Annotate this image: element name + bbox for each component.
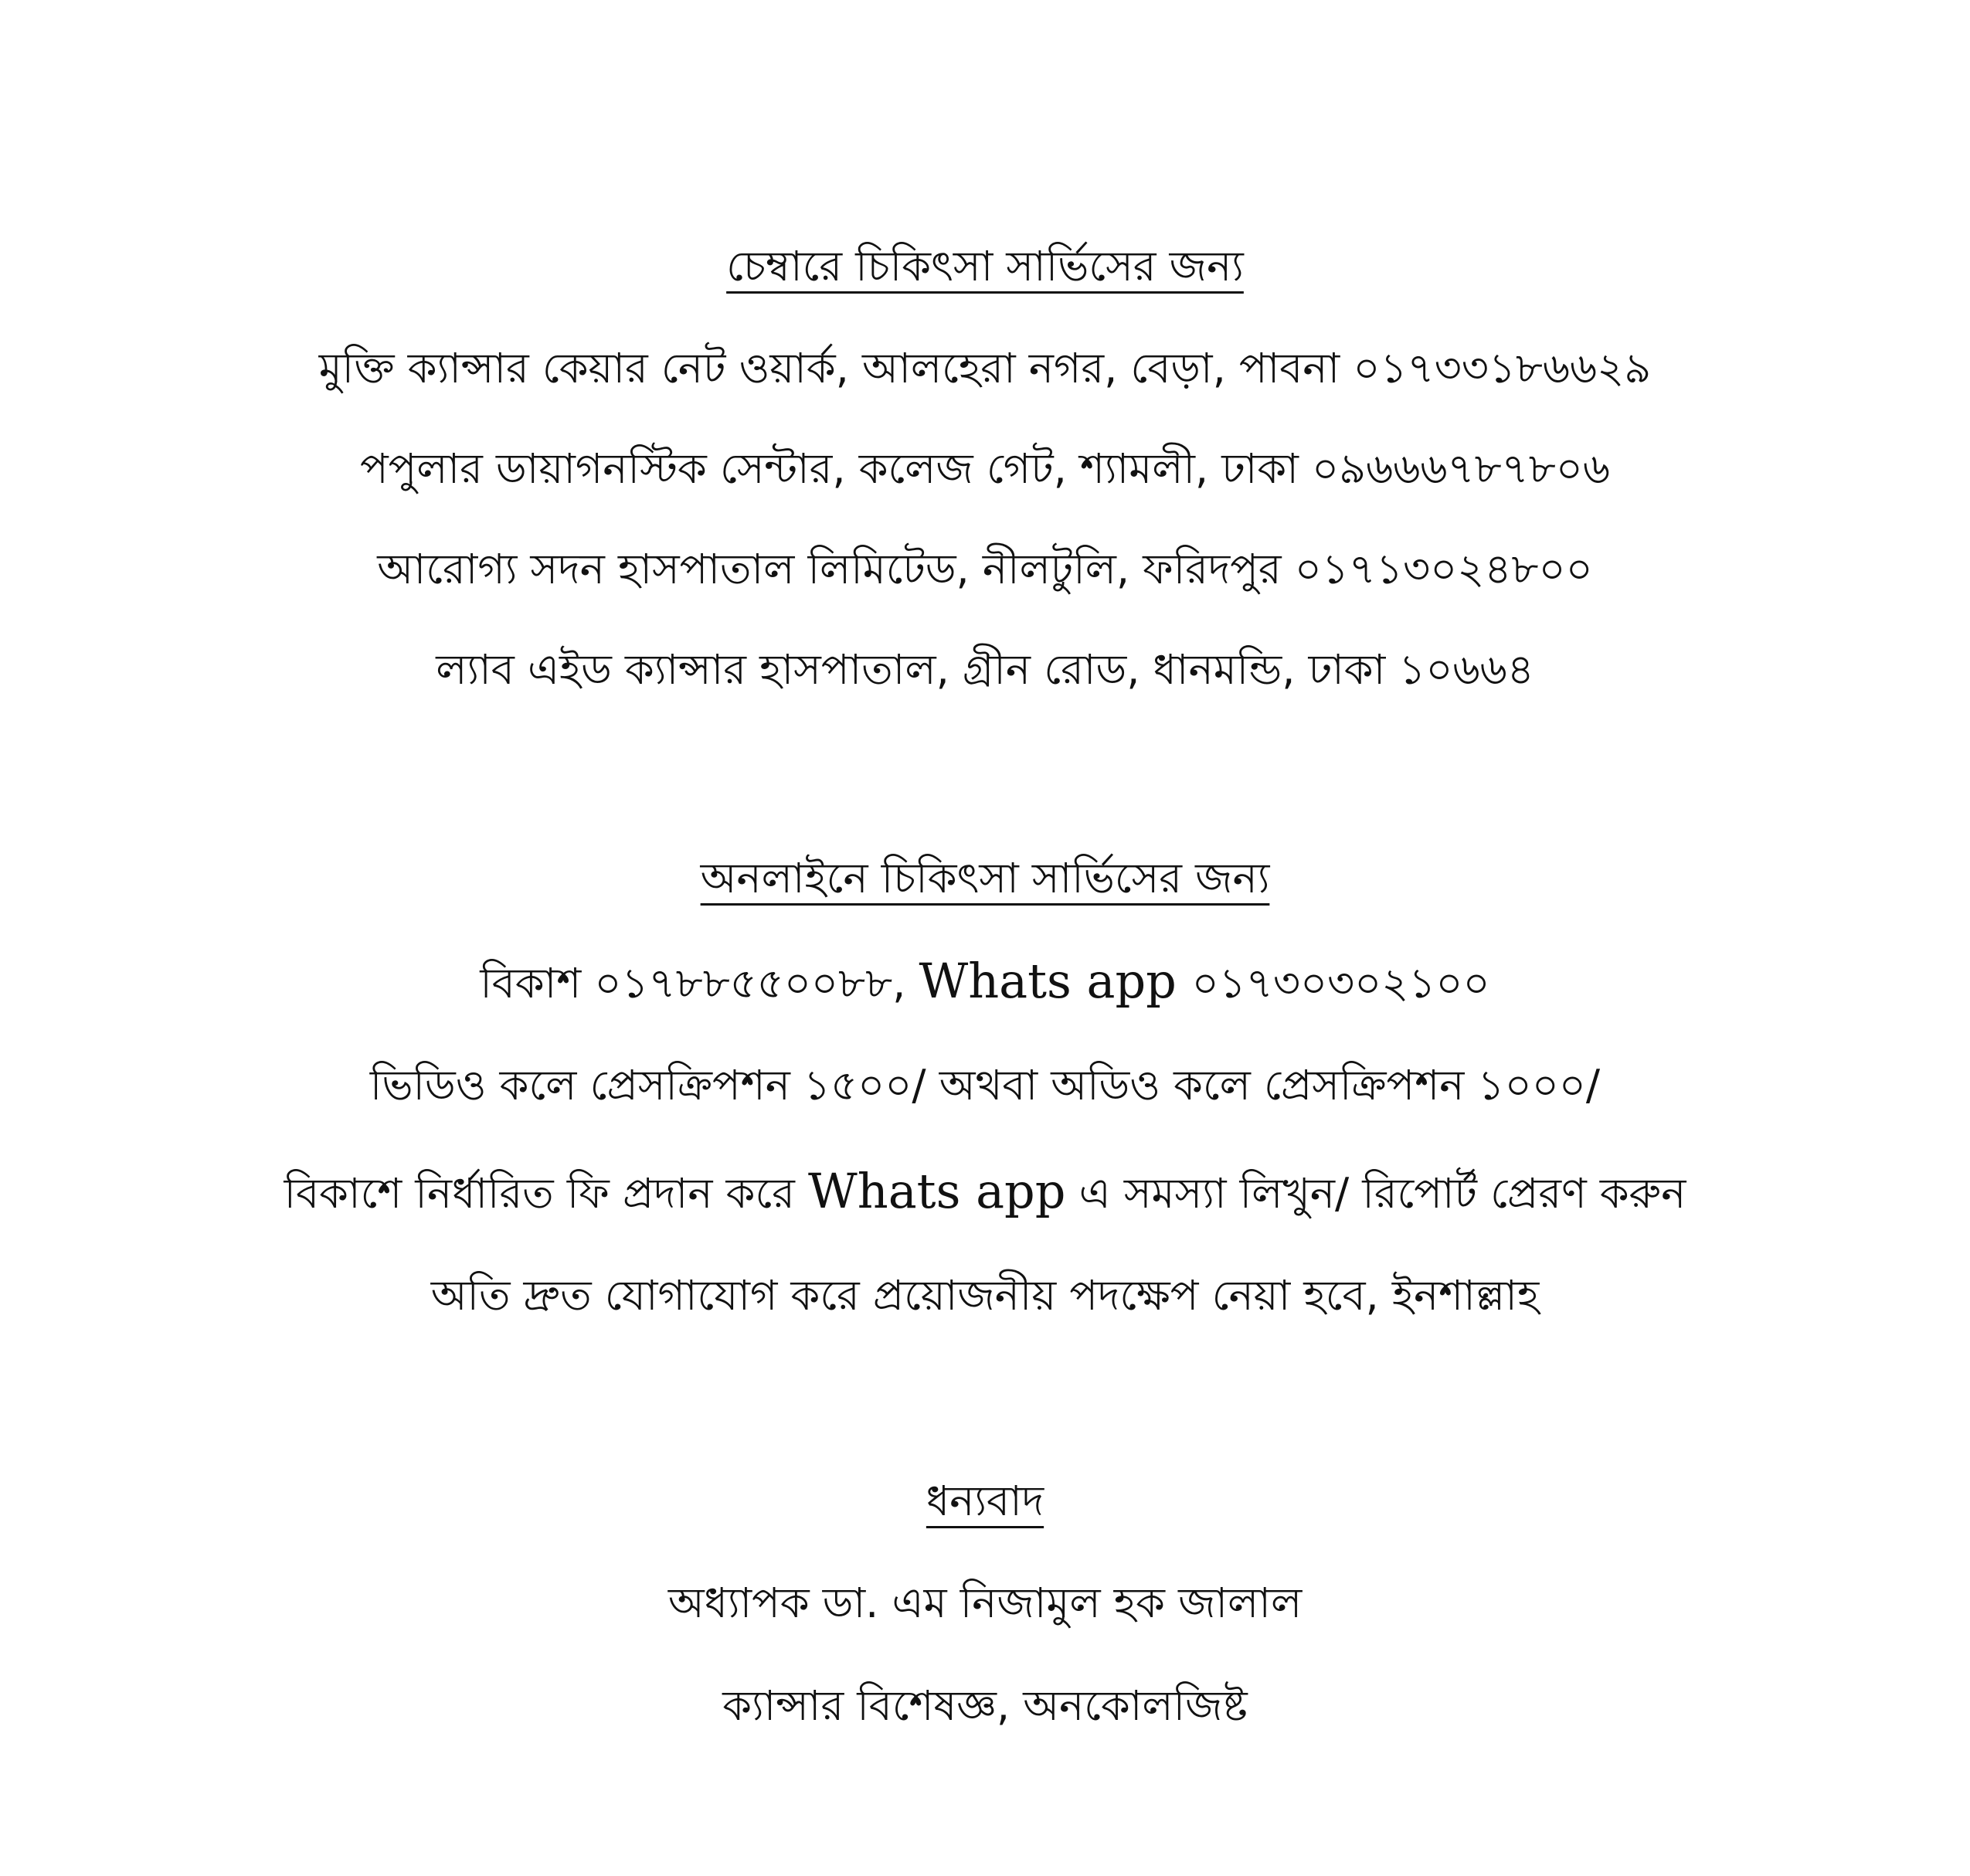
thanks-heading: ধন্যবাদ bbox=[926, 1477, 1044, 1525]
payment-line bbox=[0, 950, 1970, 1014]
instruction-part-2: এ সমস্যা লিখুন/ রিপোর্ট প্রেরণ করুন bbox=[1065, 1169, 1686, 1218]
signatory-name: অধ্যাপক ডা. এম নিজামুল হক জালাল bbox=[667, 1579, 1303, 1627]
chamber-location-1: মুক্তি ক্যান্সার কেয়ার নেট ওয়ার্ক, আলহেরা নগর, বেড়া, পাবনা ০১৭৩৩১৮৬৬২৯ bbox=[318, 344, 1652, 393]
whatsapp-label: Whats app bbox=[919, 953, 1192, 1009]
instruction-whatsapp-label: Whats app bbox=[808, 1163, 1066, 1219]
chamber-location-2: পপুলার ডায়াগনস্টিক সেন্টার, কলেজ গেট, শ্যামলী, ঢাকা ০৯৬৬৬৭৮৭৮০৬ bbox=[359, 444, 1611, 493]
signatory-title: ক্যান্সার বিশেষজ্ঞ, অনকোলজিষ্ট bbox=[722, 1681, 1248, 1730]
bkash-number: বিকাশ ০১৭৮৮৫৫০০৮৮, bbox=[480, 959, 919, 1008]
instruction-line bbox=[0, 1161, 1970, 1225]
chamber-location-4: ল্যাব এইড ক্যান্সার হাসপাতাল, গ্রীন রোড, ধানমন্ডি, ঢাকা ১০৬৬৪ bbox=[436, 645, 1534, 694]
whatsapp-number: ০১৭৩০৩০২১০০ bbox=[1191, 959, 1490, 1008]
instruction-part-1: বিকাশে নির্ধারিত ফি প্রদান করে bbox=[284, 1169, 809, 1218]
closing-line: অতি দ্রুত যোগাযোগ করে প্রয়োজনীয় পদক্ষেপ নেয়া হবে, ইনশাল্লাহ bbox=[430, 1271, 1540, 1320]
chamber-location-3: আরোগ্য সদন হাসপাতাল লিমিটেড, নীলটুলি, ফরিদপুর ০১৭১৩০২৪৮০০ bbox=[377, 545, 1593, 593]
online-heading: অনলাইনে চিকিৎসা সার্ভিসের জন্য bbox=[700, 854, 1270, 902]
chamber-heading: চেম্বারে চিকিৎসা সার্ভিসের জন্য bbox=[726, 242, 1244, 291]
fee-line: ভিডিও কলে প্রেসক্রিপশন ১৫০০/ অথবা অডিও কলে প্রেসক্রিপশন ১০০০/ bbox=[369, 1061, 1601, 1110]
